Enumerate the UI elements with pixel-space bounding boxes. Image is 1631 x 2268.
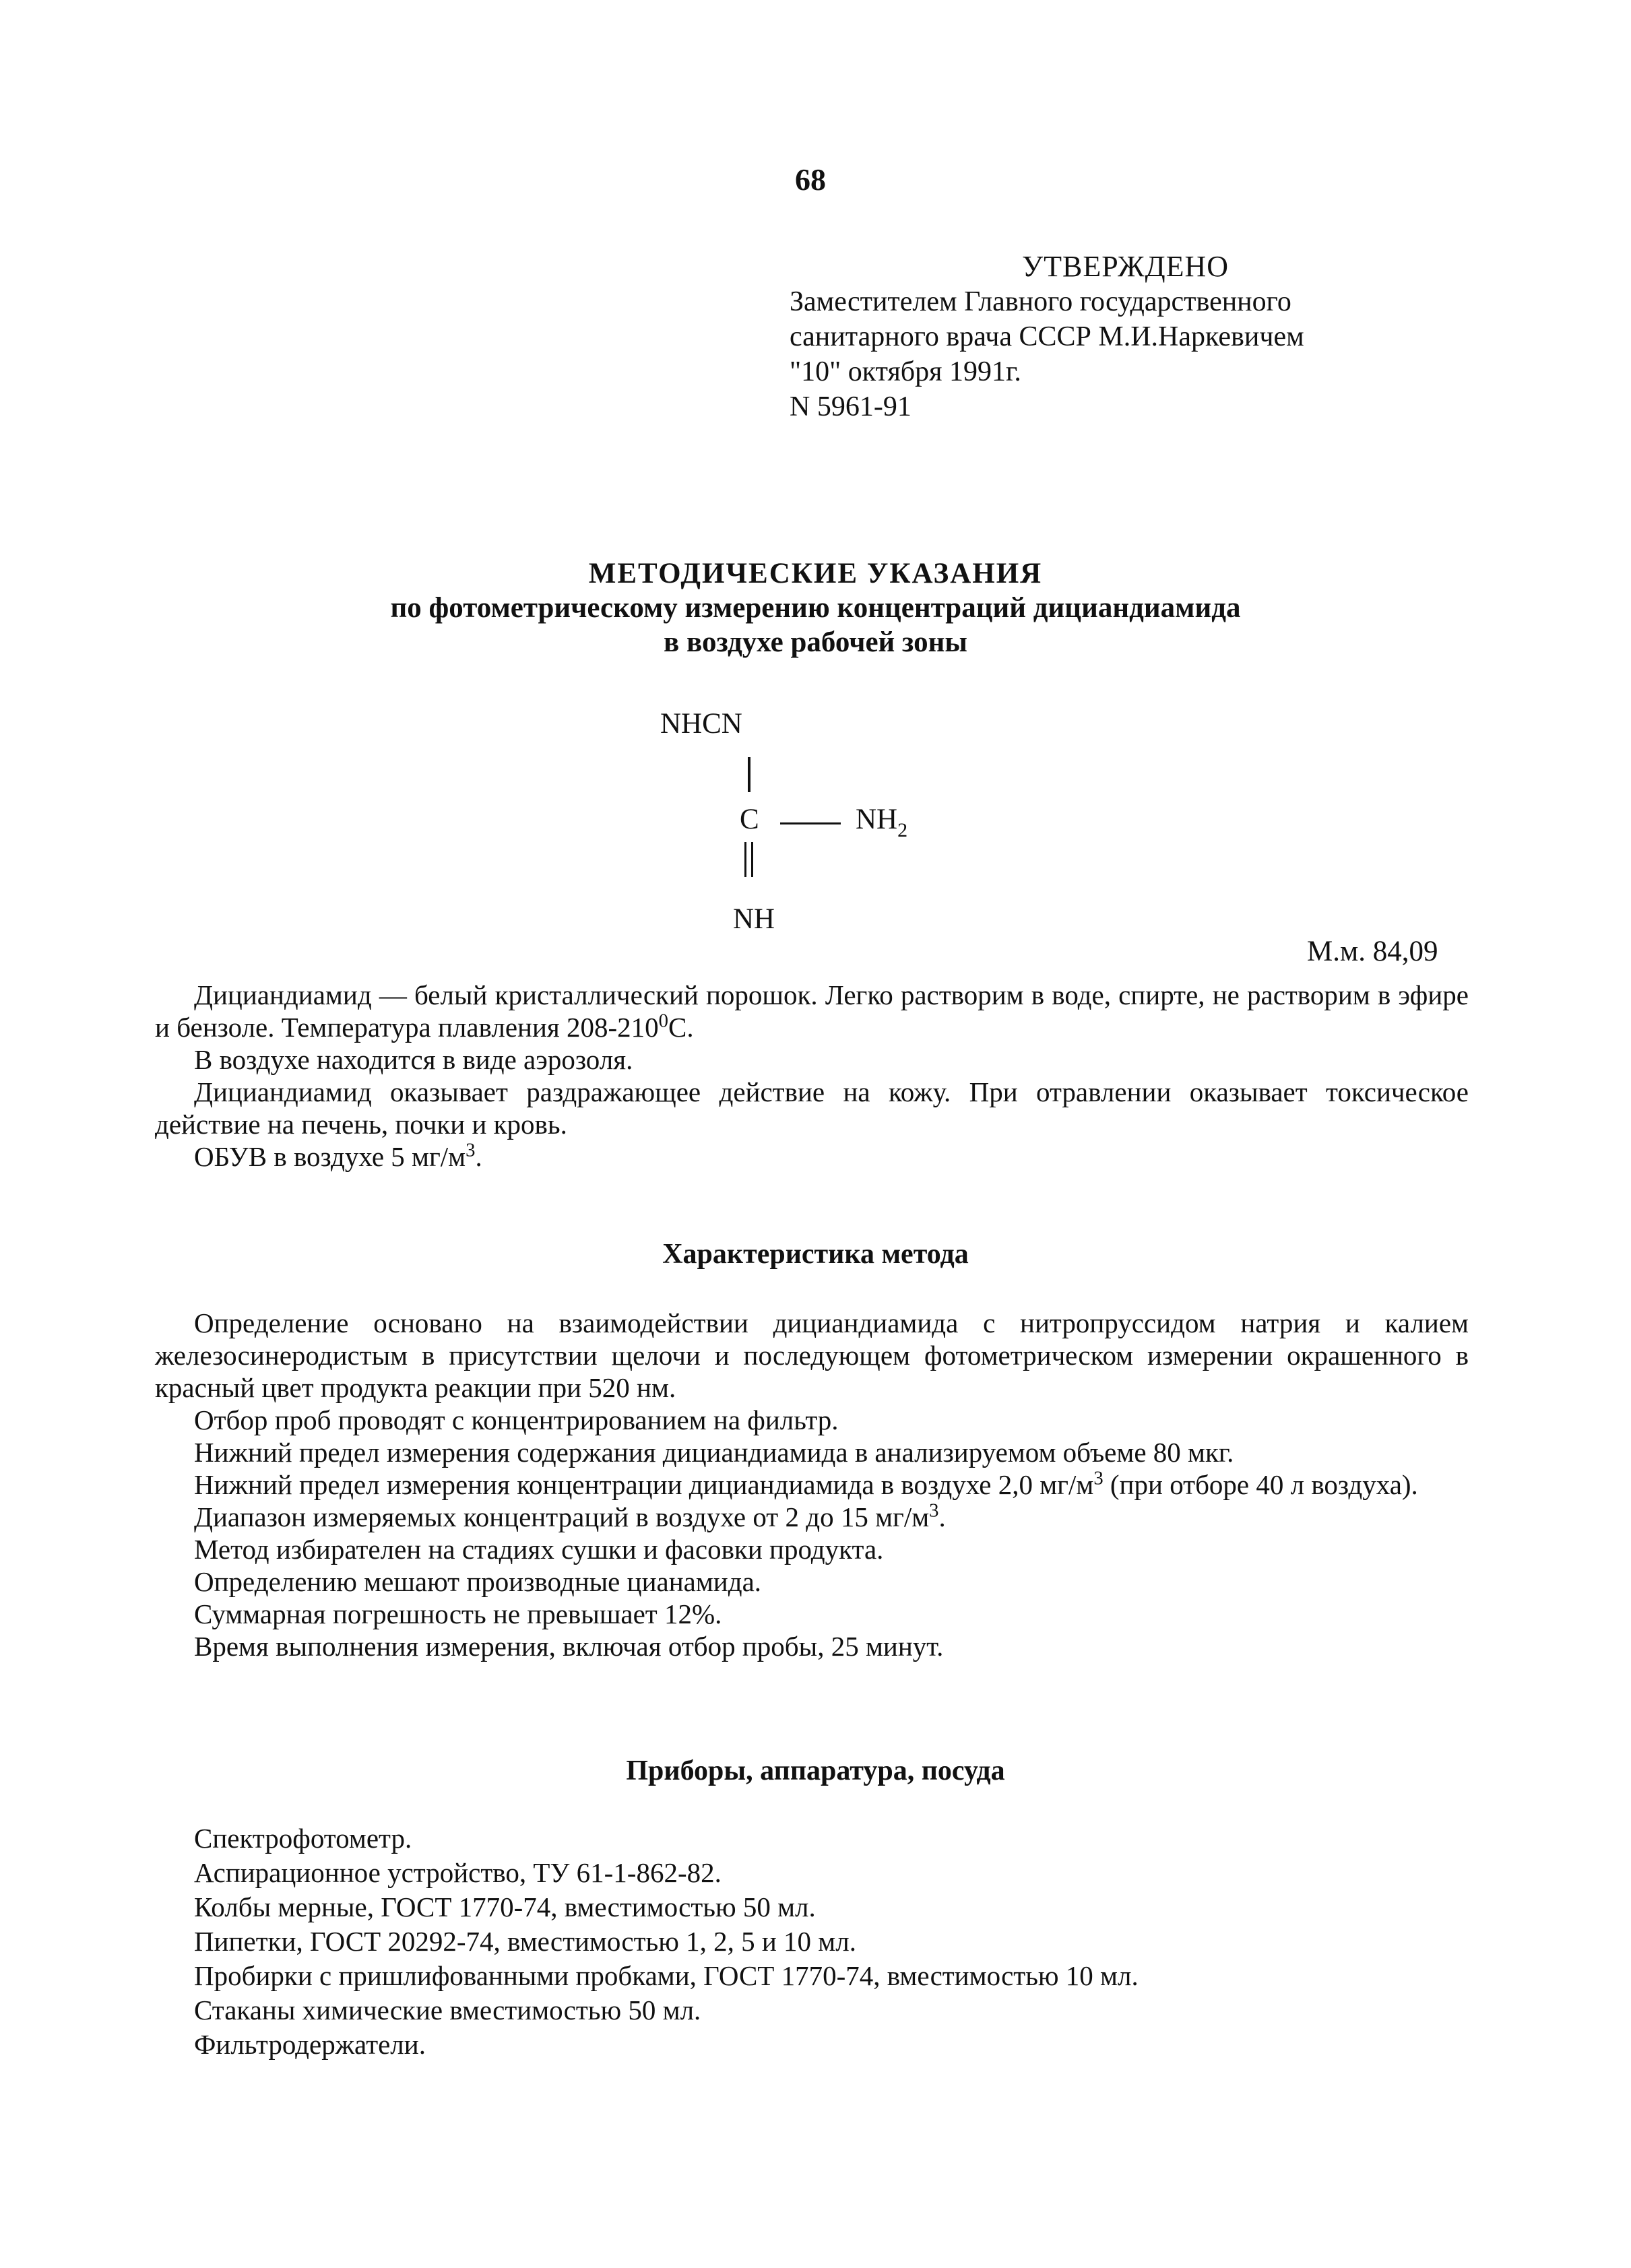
- equipment-item: Спектрофотометр.: [194, 1823, 412, 1854]
- method-paragraph: Время выполнения измерения, включая отбор пробы, 25 минут.: [194, 1631, 944, 1662]
- equipment-item: Пробирки с пришлифованными пробками, ГОСТ 1770-74, вместимостью 10 мл.: [194, 1960, 1139, 1991]
- method-paragraph: Определению мешают производные цианамида.: [194, 1566, 762, 1597]
- formula-bottom-group: NH: [733, 903, 775, 935]
- description-paragraph: Дициандиамид — белый кристаллический порошок. Легко растворим в воде, спирте, не растворим в эфире и бензоле. Температура плавления $208-210^0С$.: [155, 979, 1469, 1043]
- formula-right-group: [856, 803, 908, 841]
- approval-title: УТВЕРЖДЕНО: [1022, 250, 1229, 283]
- description-paragraph: В воздухе находится в виде аэрозоля.: [194, 1044, 633, 1075]
- method-paragraph: Суммарная погрешность не превышает 12%.: [194, 1598, 722, 1629]
- description-paragraph: Дициандиамид оказывает раздражающее действие на кожу. При отравлении оказывает токсическое действие на печень, почки и кровь.: [155, 1076, 1469, 1140]
- formula-right-group-base: NH: [856, 804, 898, 835]
- document-title-subtitle: в воздухе рабочей зоны: [664, 626, 967, 658]
- structural-formula: [660, 707, 970, 943]
- description-paragraph: ОБУВ в воздухе 5 $мг/м^3$.: [194, 1139, 482, 1172]
- formula-right-group-subscript: 2: [897, 819, 908, 841]
- approval-block: [790, 249, 1304, 424]
- molecular-mass: М.м. 84,09: [1307, 936, 1438, 967]
- equipment-item: Фильтродержатели.: [194, 2029, 426, 2060]
- formula-single-bond-vertical: [748, 757, 750, 792]
- approval-line: Заместителем Главного государственного: [790, 286, 1291, 317]
- method-paragraph: Нижний предел измерения концентрации дициандиамида в воздухе 2,0 $мг/м^3$ (при отборе 40 л воздуха).: [194, 1467, 1418, 1500]
- formula-double-bond-line: [751, 842, 753, 877]
- equipment-list: [194, 1821, 1139, 2062]
- document-title: [0, 556, 1631, 659]
- equipment-item: Стаканы химические вместимостью 50 мл.: [194, 1995, 701, 2026]
- formula-center-atom: C: [740, 804, 759, 835]
- method-paragraph: Метод избирателен на стадиях сушки и фасовки продукта.: [194, 1534, 884, 1565]
- formula-top-group: NHCN: [660, 708, 742, 740]
- method-paragraph: Нижний предел измерения содержания дициандиамида в анализируемом объеме 80 мкг.: [194, 1437, 1234, 1468]
- equipment-item: Аспирационное устройство, ТУ 61-1-862-82.: [194, 1857, 722, 1888]
- page-number: 68: [795, 162, 826, 197]
- method-paragraph: Диапазон измеряемых концентраций в воздухе от 2 до 15 $мг/м^3$.: [194, 1499, 946, 1532]
- method-paragraph: Определение основано на взаимодействии дициандиамида с нитропруссидом натрия и калием железосинеродистым в присутствии щелочи и последующем фотометрическом измерении окрашенного в красный цвет продукта реакции при 520 нм.: [155, 1307, 1469, 1403]
- method-section-heading: Характеристика метода: [662, 1239, 969, 1270]
- degree-superscript: 0: [658, 1010, 669, 1032]
- equipment-item: Пипетки, ГОСТ 20292-74, вместимостью 1, 2, 5 и 10 мл.: [194, 1926, 856, 1957]
- cubic-superscript: 3: [929, 1499, 939, 1522]
- description-block: [155, 979, 1469, 1173]
- cubic-superscript: 3: [466, 1139, 476, 1161]
- approval-date: "10" октября 1991г.: [790, 356, 1021, 387]
- document-title-main: МЕТОДИЧЕСКИЕ УКАЗАНИЯ: [588, 558, 1043, 589]
- equipment-section-heading: Приборы, аппаратура, посуда: [626, 1755, 1005, 1786]
- document-title-subtitle: по фотометрическому измерению концентраций дициандиамида: [390, 592, 1241, 624]
- equipment-item: Колбы мерные, ГОСТ 1770-74, вместимостью 50 мл.: [194, 1891, 816, 1922]
- cubic-superscript: 3: [1093, 1467, 1104, 1489]
- formula-double-bond-line: [744, 842, 746, 877]
- method-section-body: [155, 1307, 1469, 1662]
- approval-number: N 5961-91: [790, 391, 912, 422]
- method-paragraph: Отбор проб проводят с концентрированием на фильтр.: [194, 1404, 839, 1435]
- approval-line: санитарного врача СССР М.И.Наркевичем: [790, 321, 1304, 352]
- formula-single-bond-horizontal: [780, 822, 841, 824]
